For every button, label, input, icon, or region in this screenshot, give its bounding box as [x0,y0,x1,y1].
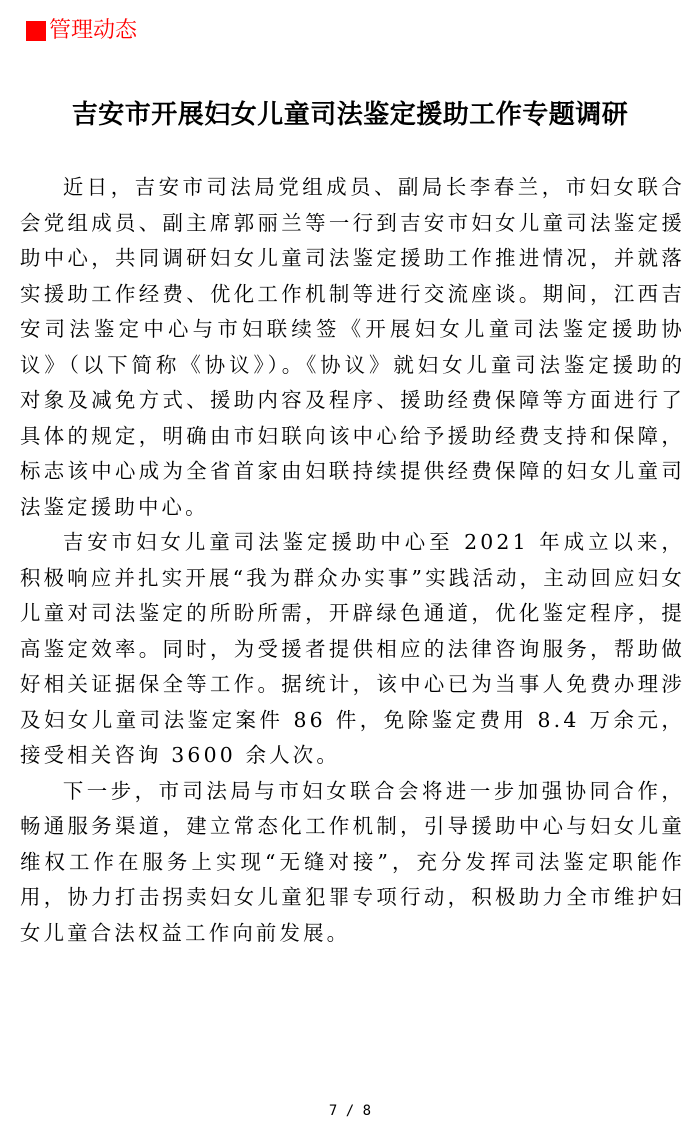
paragraph-2: 吉安市妇女儿童司法鉴定援助中心至 2021 年成立以来，积极响应并扎实开展“我为群众办实事”实践活动，主动回应妇女儿童对司法鉴定的所盼所需，开辟绿色通道，优化鉴定程序，提高鉴定效率。同时，为受援者提供相应的法律咨询服务，帮助做好相关证据保全等工作。据统计，该中心已为当事人免费办理涉及妇女儿童司法鉴定案件 86 件，免除鉴定费用 8.4 万余元，接受相关咨询 3600 余人次。 [20,530,685,767]
article-title: 吉安市开展妇女儿童司法鉴定援助工作专题调研 [71,100,629,130]
article-body [20,170,685,951]
section-header-label: 管理动态 [49,18,138,43]
section-header [26,16,137,46]
paragraph-1: 近日，吉安市司法局党组成员、副局长李春兰，市妇女联合会党组成员、副主席郭丽兰等一行到吉安市妇女儿童司法鉴定援助中心，共同调研妇女儿童司法鉴定援助工作推进情况，并就落实援助工作经费、优化工作机制等进行交流座谈。期间，江西吉安司法鉴定中心与市妇联续签《开展妇女儿童司法鉴定援助协议》（以下简称《协议》）。《协议》就妇女儿童司法鉴定援助的对象及减免方式、援助内容及程序、援助经费保障等方面进行了具体的规定，明确由市妇联向该中心给予援助经费支持和保障，标志该中心成为全省首家由妇联持续提供经费保障的妇女儿童司法鉴定援助中心。 [20,175,685,519]
red-square-icon [26,21,46,41]
page-number: 7 / 8 [328,1103,372,1119]
paragraph-3: 下一步，市司法局与市妇女联合会将进一步加强协同合作，畅通服务渠道，建立常态化工作机制，引导援助中心与妇女儿童维权工作在服务上实现“无缝对接”，充分发挥司法鉴定职能作用，协力打击拐卖妇女儿童犯罪专项行动，积极助力全市维护妇女儿童合法权益工作向前发展。 [20,778,685,945]
